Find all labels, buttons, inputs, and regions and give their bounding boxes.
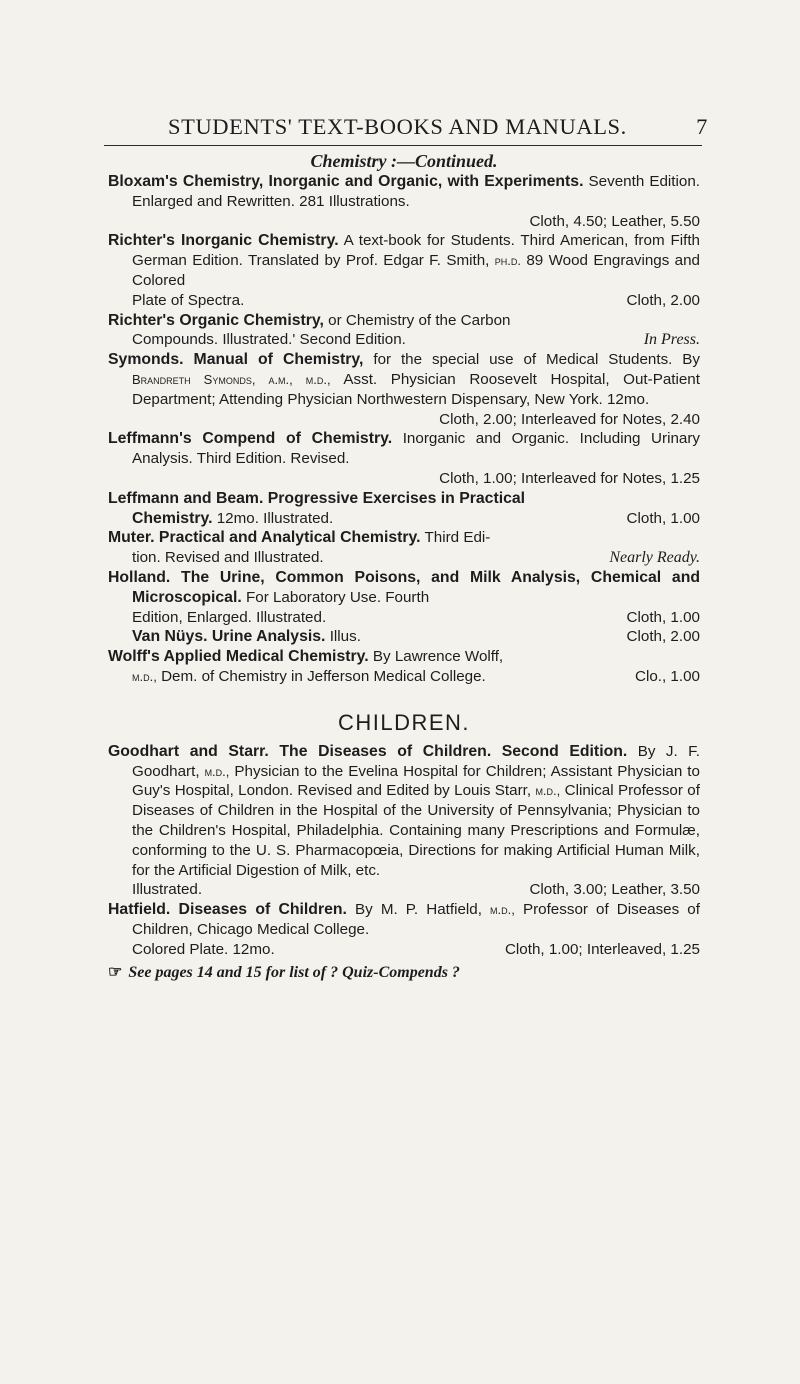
book-description: Colored Plate. 12mo.	[132, 940, 275, 958]
book-status: Nearly Ready.	[609, 549, 700, 567]
book-author: Brandreth Symonds, a.m., m.d.,	[132, 371, 331, 387]
book-entry-richter-inorganic	[108, 231, 700, 310]
book-title: Goodhart and Starr. The Diseases of Children.	[108, 742, 492, 760]
book-last-line	[132, 627, 700, 647]
book-description: Asst. Physician Roosevelt Hospital, Out-Patient Department; Attending Physician Northwestern Dispensary, New York. 12mo.	[132, 370, 700, 408]
book-description: Plate of Spectra.	[132, 291, 245, 309]
book-title: Holland. The Urine, Common Poisons, and Milk Analysis, Chemical and Microscopical.	[108, 568, 700, 606]
book-last-line	[132, 548, 700, 568]
book-title: Wolff's Applied Medical Chemistry.	[108, 648, 369, 666]
book-title: Chemistry.	[132, 509, 213, 527]
book-description: Professor of Diseases of Children, Chicago Medical College.	[132, 901, 700, 938]
book-entry-richter-organic	[108, 311, 700, 351]
book-price: Cloth, 2.00; Interleaved for Notes, 2.40	[439, 410, 700, 428]
book-entry-symonds	[108, 350, 700, 429]
book-last-line	[132, 940, 700, 960]
running-head	[168, 114, 708, 140]
book-last-line	[132, 509, 700, 529]
book-description: 89 Wood Engravings and Colored	[132, 252, 700, 289]
book-title: Second Edition.	[501, 742, 628, 760]
book-title: Richter's Organic Chemistry,	[108, 311, 324, 329]
book-price: Cloth, 2.00	[626, 628, 700, 646]
book-description: By M. P. Hatfield,	[355, 901, 482, 919]
page-header-title: STUDENTS' TEXT-BOOKS AND MANUALS.	[168, 114, 627, 139]
book-status: In Press.	[643, 331, 700, 349]
degree: m.d.,	[204, 763, 230, 779]
book-last-line	[132, 880, 700, 900]
book-description: Physician to the Evelina Hospital for Children; Assistant Physician to Guy's Hospital, London. Revised and Edited by Louis Starr,	[132, 762, 700, 800]
book-description: for the special use of Medical Students. By	[373, 351, 700, 369]
book-price: Cloth, 2.00	[626, 291, 700, 309]
book-last-line	[132, 291, 700, 311]
book-last-line	[132, 608, 700, 628]
book-description: or Chemistry of the Carbon	[328, 311, 511, 329]
book-description: Third Edi-	[424, 529, 491, 547]
book-entry-holland	[108, 568, 700, 627]
pointing-hand-icon: ☞	[108, 964, 123, 982]
book-last-line	[132, 330, 700, 350]
book-title: Leffmann and Beam. Progressive Exercises in Practical	[108, 489, 526, 507]
book-title: Symonds. Manual of Chemistry,	[108, 351, 364, 369]
book-title: Leffmann's Compend of Chemistry.	[108, 430, 393, 448]
book-title: Bloxam's Chemistry, Inorganic and Organic, with Experiments.	[108, 173, 584, 190]
book-title: Muter. Practical and Analytical Chemistry.	[108, 529, 421, 547]
book-title: Hatfield. Diseases of Children.	[108, 901, 347, 919]
book-entry-leffmann-compend	[108, 429, 700, 488]
degree: ph.d.	[494, 253, 521, 269]
book-description: Edition, Enlarged. Illustrated.	[132, 608, 327, 626]
page-content	[108, 150, 700, 982]
book-description: A text-book for Students. Third American, from Fifth German Edition. Translated by Prof. Edgar F. Smith,	[132, 232, 700, 270]
book-entry-goodhart-starr	[108, 742, 700, 900]
book-price: Cloth, 3.00; Leather, 3.50	[529, 881, 700, 899]
book-description: tion. Revised and Illustrated.	[132, 549, 324, 567]
book-title: Richter's Inorganic Chemistry.	[108, 232, 339, 250]
header-rule	[104, 145, 702, 146]
book-price: Cloth, 1.00; Interleaved, 1.25	[504, 940, 700, 958]
book-price: Cloth, 1.00; Interleaved for Notes, 1.25	[439, 469, 700, 487]
book-entry-bloxam	[108, 172, 700, 231]
book-price: Clo., 1.00	[634, 667, 700, 685]
book-description: Inorganic and Organic. Including Urinary Analysis. Third Edition. Revised.	[132, 430, 700, 468]
footer-text: See pages 14 and 15 for list of ? Quiz-Compends ?	[128, 964, 460, 982]
book-description: Compounds. Illustrated.' Second Edition.	[132, 331, 406, 349]
book-price: Cloth, 1.00	[626, 608, 700, 626]
book-entry-wolff	[108, 647, 700, 687]
book-description: Clinical Professor of Diseases of Children in the Hospital of the University of Pennsylvania; Physician to the Children's Hospital, Philadelphia. Containing many Prescriptions and Formulæ, conforming to the U. S. Pharmacopœia, Directions for making Artificial Human Milk, for the Artificial Digestion of Milk, etc.	[132, 782, 700, 879]
book-description: 12mo. Illustrated.	[216, 509, 334, 527]
book-description: Illus.	[329, 628, 361, 646]
book-last-line	[132, 667, 700, 687]
book-entry-hatfield	[108, 900, 700, 959]
book-price: Cloth, 1.00	[626, 509, 700, 527]
book-description: For Laboratory Use. Fourth	[245, 588, 430, 606]
degree: m.d.,	[490, 902, 515, 918]
book-description: Seventh Edition. Enlarged and Rewritten. 281 Illustrations.	[132, 173, 700, 210]
book-description: By Lawrence Wolff,	[372, 648, 504, 666]
degree: m.d.,	[132, 668, 157, 684]
footer-note	[108, 962, 700, 982]
page-number: 7	[696, 114, 708, 139]
book-entry-van-nuys	[108, 627, 700, 647]
degree: m.d.,	[535, 783, 561, 799]
section-heading-children: CHILDREN.	[337, 709, 471, 735]
book-entry-muter	[108, 528, 700, 568]
book-price: Cloth, 4.50; Leather, 5.50	[529, 212, 700, 230]
book-title: Van Nüys. Urine Analysis.	[132, 628, 326, 646]
book-description: Illustrated.	[132, 881, 203, 899]
book-entry-leffmann-beam	[108, 489, 700, 529]
book-description: By J. F. Goodhart,	[132, 742, 700, 780]
book-description: Dem. of Chemistry in Jefferson Medical College.	[161, 667, 486, 685]
chemistry-continued-subtitle: Chemistry :—Continued.	[310, 151, 498, 171]
